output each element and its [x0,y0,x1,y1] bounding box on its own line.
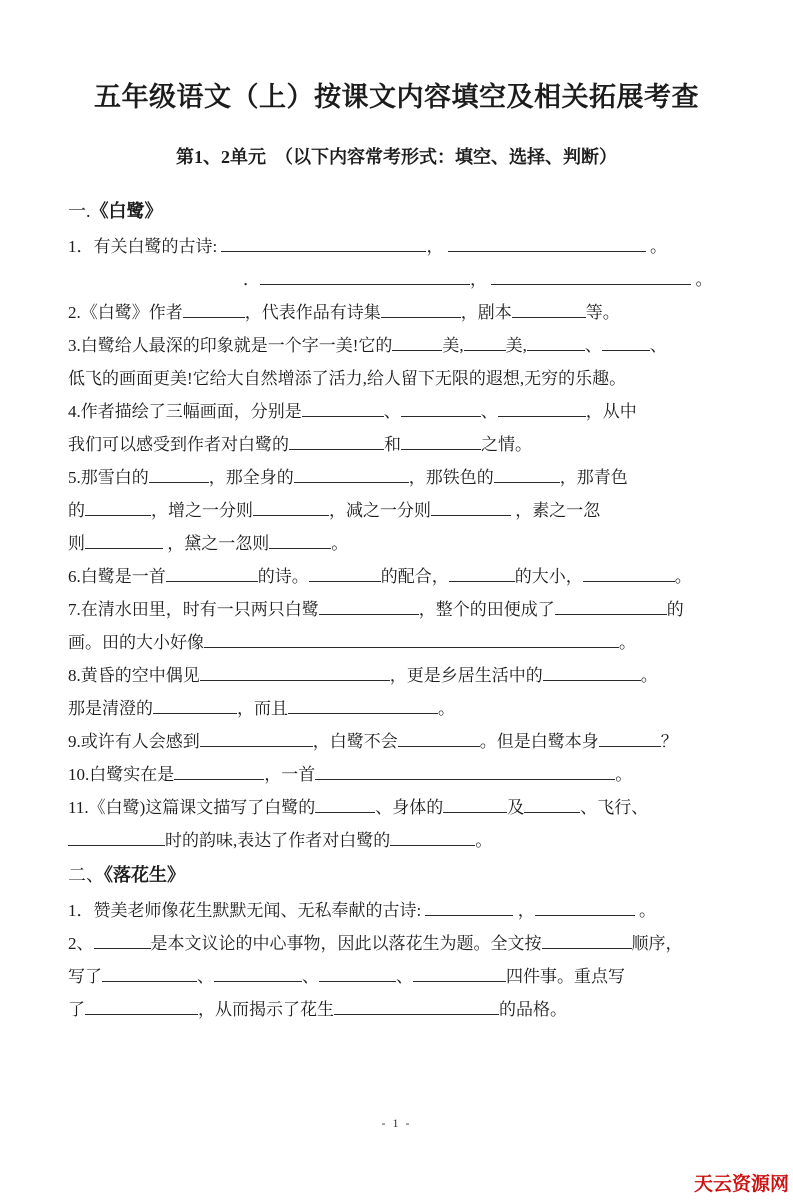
fill-in-blank-line [443,796,507,813]
line-text: 。 [619,633,636,652]
fill-in-blank-line [174,763,264,780]
line-text: 和 [384,435,401,454]
text-line [68,791,727,824]
line-text: 写了 [68,967,102,986]
fill-in-blank-line [524,796,580,813]
fill-in-blank-line [85,499,151,516]
line-text: 美, [505,336,527,355]
fill-in-blank-line [413,965,506,982]
fill-in-blank-line [401,433,481,450]
line-text: 1．有关白鹭的古诗: [68,237,222,256]
line-text: 。 [438,699,455,718]
line-text: 的大小， [514,567,583,586]
line-text: 、 [302,967,319,986]
fill-in-blank-line [491,268,691,285]
fill-in-blank-line [319,598,419,615]
fill-in-blank-line [85,998,198,1015]
fill-in-blank-line [390,829,475,846]
line-text: 。 [615,765,633,784]
text-line [68,993,727,1026]
page-subtitle: 第1、2单元 （以下内容常考形式：填空、选择、判断） [176,147,617,167]
text-line [68,593,727,626]
page-number: - 1 - [381,1116,412,1130]
line-text: 、 [649,336,667,355]
text-line [68,824,727,857]
fill-in-blank-line [289,433,384,450]
line-text: ，那全身的 [208,468,294,487]
line-text: 5.那雪白的 [68,468,149,487]
fill-in-blank-line [381,301,461,318]
document-body [68,193,727,1026]
line-text: 。 [475,831,493,850]
line-text: 。 [691,270,713,289]
text-line [68,494,727,527]
fill-in-blank-line [602,334,650,351]
fill-in-blank-line [149,466,209,483]
fill-in-blank-line [542,932,632,949]
fill-in-blank-line [315,763,615,780]
line-text: ，从中 [585,402,637,421]
line-text: 那是清澄的 [68,699,153,718]
line-text: 。 [645,237,667,256]
text-line [68,927,727,960]
text-line [68,692,727,725]
line-text: 的 [68,501,85,520]
line-text: 2、 [68,934,94,953]
line-text: 6.白鹭是一首 [68,567,166,586]
fill-in-blank-line [309,565,381,582]
section-book-title: 《落花生》 [104,865,185,885]
fill-in-blank-line [288,697,438,714]
text-line [68,725,727,758]
line-text: ，剧本 [460,303,512,322]
fill-in-blank-line [543,664,641,681]
line-text: 的 [666,600,684,619]
line-text: 我们可以感受到作者对白鹭的 [68,435,289,454]
fill-in-blank-line [449,565,515,582]
fill-in-blank-line [200,730,313,747]
line-text: 顺序， [631,934,683,953]
line-text: 的诗。 [257,567,309,586]
fill-in-blank-line [153,697,237,714]
text-line [68,758,727,791]
line-text: ， [470,270,492,289]
line-text: 等。 [585,303,620,322]
line-text: 四件事。重点写 [506,967,625,986]
fill-in-blank-line [302,400,384,417]
line-text: 、 [480,402,498,421]
line-text: 则 [68,534,85,553]
line-text: 2.《白鹭》作者 [68,303,183,322]
line-text: ，白鹭不会 [312,732,398,751]
line-text: 画。田的大小好像 [68,633,204,652]
line-text: 、 [584,336,602,355]
fill-in-blank-line [583,565,675,582]
text-line [68,894,727,927]
line-text: 、飞行、 [580,798,649,817]
text-line [68,296,727,329]
fill-in-blank-line [214,965,302,982]
line-text: 是本文议论的中心事物，因此以落花生为题。全文按 [150,934,542,953]
line-text: 8.黄昏的空中偶见 [68,666,200,685]
line-text: 、 [197,967,214,986]
line-text: 了 [68,1000,85,1019]
fill-in-blank-line [512,301,586,318]
line-text: 。 [634,901,656,920]
text-line [68,461,727,494]
fill-in-blank-line [599,730,661,747]
line-text: ，素之一忽 [511,501,601,520]
text-line [68,527,727,560]
fill-in-blank-line [253,499,329,516]
fill-in-blank-line [535,899,635,916]
fill-in-blank-line [294,466,409,483]
text-line [68,560,727,593]
line-text: 11.《白鹭)这篇课文描写了白鹭的 [68,798,316,817]
line-text: 的配合， [380,567,449,586]
line-text: ，减之一分则 [329,501,431,520]
line-text: 1．赞美老师像花生默默无闻、无私奉献的古诗: [68,901,426,920]
line-text: ，那青色 [559,468,628,487]
fill-in-blank-line [431,499,511,516]
line-text: 、身体的 [375,798,444,817]
fill-in-blank-line [260,268,470,285]
fill-in-blank-line [183,301,245,318]
fill-in-blank-line [398,730,480,747]
fill-in-blank-line [85,532,163,549]
line-text: 10.白鹭实在是 [68,765,175,784]
fill-in-blank-line [166,565,258,582]
fill-in-blank-line [464,334,506,351]
section-book-title: 《白鹭》 [90,201,163,221]
line-text: ，那铁色的 [408,468,494,487]
line-text: ？ [660,732,678,751]
line-text: 7.在清水田里，时有一只两只白鹭 [68,600,319,619]
text-line [68,395,727,428]
line-text: ，从而揭示了花生 [198,1000,334,1019]
fill-in-blank-line [555,598,667,615]
text-line [68,362,727,395]
fill-in-blank-line [334,998,499,1015]
fill-in-blank-line [68,829,165,846]
fill-in-blank-line [102,965,197,982]
fill-in-blank-line [494,466,560,483]
fill-in-blank-line [200,664,390,681]
watermark-text: 天云资源网 [693,1174,789,1195]
line-text: ， [426,237,448,256]
section-heading [68,193,727,230]
line-text: 之情。 [481,435,532,454]
fill-in-blank-line [315,796,375,813]
text-line [68,659,727,692]
page-title: 五年级语文（上）按课文内容填空及相关拓展考查 [94,82,699,112]
fill-in-blank-line [425,899,513,916]
fill-in-blank-line [392,334,442,351]
section-heading [68,857,727,894]
line-text: 。但是白鹭本身 [479,732,599,751]
line-text: 3.白鹭给人最深的印象就是一个字一美!它的 [68,336,393,355]
fill-in-blank-line [221,235,426,252]
fill-in-blank-line [527,334,585,351]
line-text: 低飞的画面更美!它给大自然增添了活力,给人留下无限的遐想,无穷的乐趣。 [68,369,627,388]
fill-in-blank-line [448,235,646,252]
line-text: ，增之一分则 [151,501,253,520]
text-line [68,428,727,461]
line-text: ，整个的田便成了 [418,600,555,619]
line-text: 时的韵味,表达了作者对白鹭的 [165,831,391,850]
line-text: 、 [396,967,413,986]
line-text: ． [243,270,260,289]
text-line [68,626,727,659]
text-line [68,329,727,362]
line-text: 。 [674,567,692,586]
line-text: 。 [640,666,658,685]
fill-in-blank-line [269,532,331,549]
line-text: 美, [442,336,464,355]
line-text: ，黛之一忽则 [163,534,270,553]
line-text: 。 [331,534,349,553]
line-text: 9.或许有人会感到 [68,732,200,751]
text-line [68,230,727,263]
line-text: 4.作者描绘了三幅画面，分别是 [68,402,302,421]
fill-in-blank-line [94,932,151,949]
line-text: ，而且 [237,699,288,718]
text-line [68,263,727,296]
line-text: 及 [507,798,525,817]
line-text: 的品格。 [499,1000,567,1019]
fill-in-blank-line [401,400,481,417]
section-number: 二、 [68,865,104,885]
line-text: ，一首 [264,765,316,784]
section-number: 一. [68,201,91,221]
fill-in-blank-line [498,400,586,417]
text-line [68,960,727,993]
line-text: 、 [383,402,401,421]
line-text: ，更是乡居生活中的 [389,666,543,685]
fill-in-blank-line [204,631,619,648]
fill-in-blank-line [319,965,396,982]
line-text: ，代表作品有诗集 [244,303,381,322]
line-text: ， [513,901,535,920]
